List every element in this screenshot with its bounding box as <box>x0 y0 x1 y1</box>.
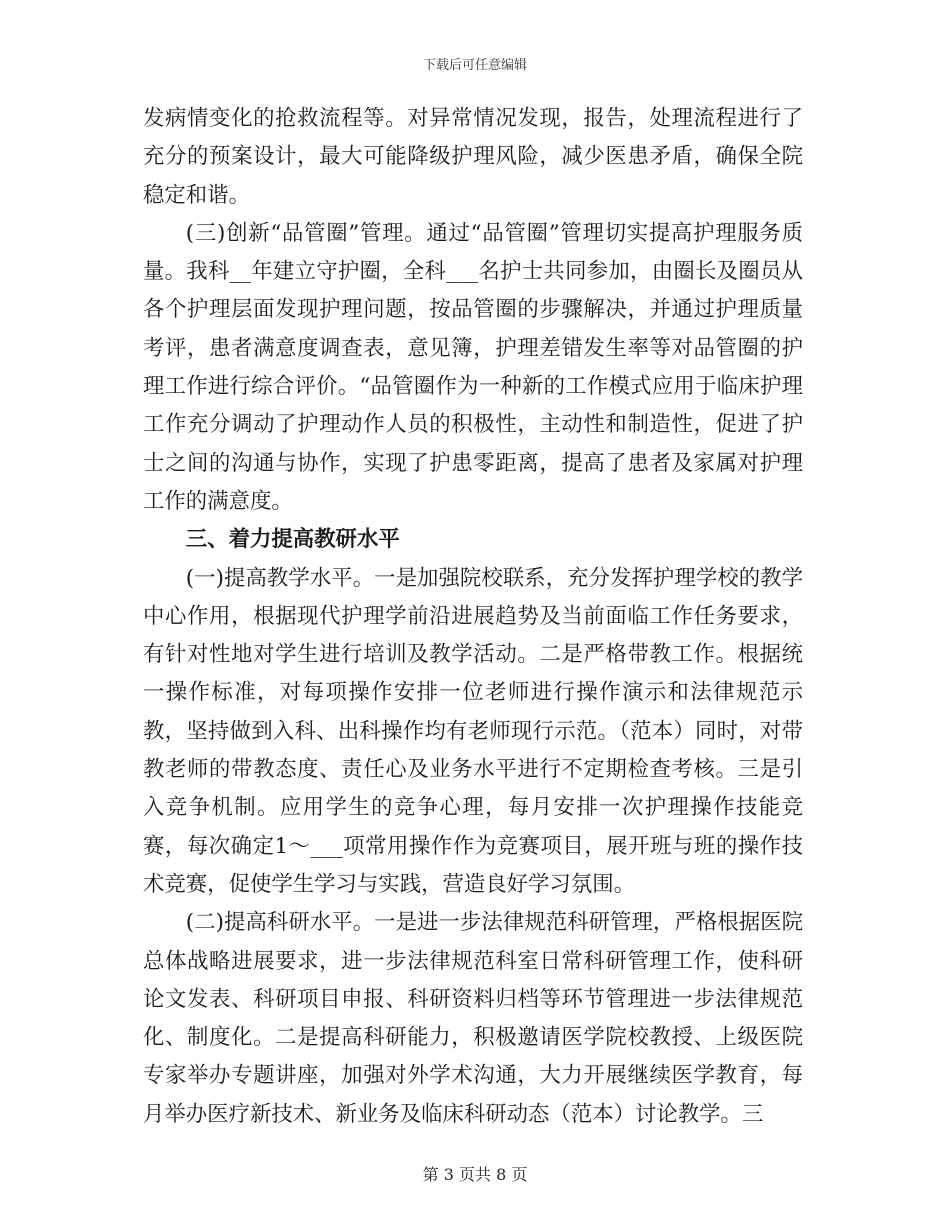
page-number: 第 3 页共 8 页 <box>422 1165 528 1184</box>
paragraph-teaching: (一)提高教学水平。一是加强院校联系，充分发挥护理学校的教学中心作用，根据现代护理学前沿进展趋势及当前面临工作任务要求，有针对性地对学生进行培训及教学活动。二是严格带教工作。根据统一操作标准，对每项操作安排一位老师进行操作演示和法律规范示教，坚持做到入科、出科操作均有老师现行示范。（范本）同时，对带教老师的带教态度、责任心及业务水平进行不定期检查考核。三是引入竞争机制。应用学生的竞争心理，每月安排一次护理操作技能竞赛，每次确定1～___项常用操作作为竞赛项目，展开班与班的操作技术竞赛，促使学生学习与实践，营造良好学习氛围。 <box>143 565 803 897</box>
paragraph-research: (二)提高科研水平。一是进一步法律规范科研管理，严格根据医院总体战略进展要求，进一步法律规范科室日常科研管理工作，使科研论文发表、科研项目申报、科研资料归档等环节管理进一步法律规范化、制度化。二是提高科研能力，积极邀请医学院校教授、上级医院专家举办专题讲座，加强对外学术沟通，大力开展继续医学教育，每月举办医疗新技术、新业务及临床科研动态（范本）讨论教学。三 <box>143 910 803 1127</box>
paragraph-quality-circle: (三)创新“品管圈”管理。通过“品管圈”管理切实提高护理服务质量。我科__年建立守护圈，全科___名护士共同参加，由圈长及圈员从各个护理层面发现护理问题，按品管圈的步骤解决，并通过护理质量考评，患者满意度调查表，意见簿，护理差错发生率等对品管圈的护理工作进行综合评价。“品管圈作为一种新的工作模式应用于临床护理工作充分调动了护理动作人员的积极性，主动性和制造性，促进了护士之间的沟通与协作，实现了护患零距离，提高了患者及家属对护理工作的满意度。 <box>143 220 803 514</box>
section-heading: 三、着力提高教研水平 <box>185 527 400 553</box>
page-header: 下载后可任意编辑 <box>422 58 527 73</box>
document-body <box>143 100 803 1134</box>
paragraph-continued: 发病情变化的抢救流程等。对异常情况发现，报告，处理流程进行了充分的预案设计，最大可能降级护理风险，减少医患矛盾，确保全院稳定和谐。 <box>143 106 803 208</box>
